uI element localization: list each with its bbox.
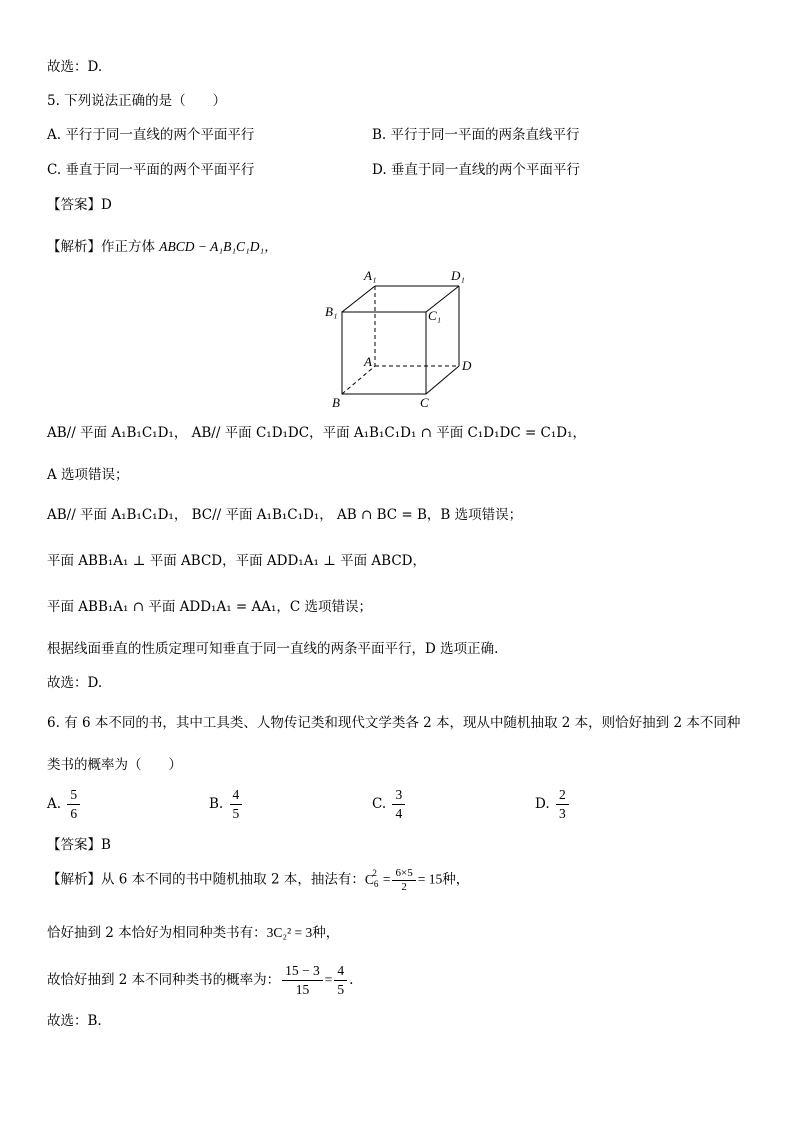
analysis-6-line-3 [47, 962, 353, 999]
label-c: C [420, 395, 429, 410]
option-6d-num: 2 [556, 786, 569, 805]
edge-b1-a1 [342, 286, 375, 312]
option-6d [535, 786, 571, 823]
cube-front-face [342, 312, 426, 394]
option-6c-num: 3 [392, 786, 405, 805]
label-a: A [364, 354, 372, 369]
edge-b-a-hidden [342, 366, 375, 394]
analysis-6-line-1-end: 种， [442, 871, 470, 888]
question-6-stem-2: 类书的概率为（ ） [47, 757, 182, 773]
analysis-6-line-1-text: 【解析】从 6 本不同的书中随机抽取 2 本，抽法有： [47, 871, 365, 888]
option-6b [209, 786, 244, 823]
analysis-6-line-1 [47, 866, 469, 894]
edge-c-d [426, 366, 459, 394]
option-6a-num: 5 [67, 786, 80, 805]
option-6b-den: 5 [232, 806, 240, 821]
analysis-6-line-3-text: 故恰好抽到 2 本不同种类书的概率为： [47, 972, 281, 988]
analysis-6-line-2 [47, 924, 339, 942]
analysis-5-line-3: AB// 平面 A₁B₁C₁D₁， BC// 平面 A₁B₁C₁D₁， AB ∩ BC = B，B 选项错误； [47, 507, 523, 523]
probability-fraction [282, 962, 323, 999]
analysis-5-line-4: 平面 ABB₁A₁ ⊥ 平面 ABCD，平面 ADD₁A₁ ⊥ 平面 ABCD， [47, 553, 427, 569]
combination-num: 6×5 [392, 867, 415, 881]
option-6d-fraction [556, 786, 569, 823]
option-5c: C. 垂直于同一平面的两个平面平行 [47, 162, 255, 178]
analysis-5-line-5: 平面 ABB₁A₁ ∩ 平面 ADD₁A₁ = AA₁，C 选项错误； [47, 599, 373, 615]
cube-name: ABCD − A₁B₁C₁D₁， [159, 239, 278, 254]
analysis-6-conclusion: 故选：B. [47, 1013, 102, 1029]
option-6a-den: 6 [70, 806, 78, 821]
analysis-5-conclusion: 故选：D. [47, 675, 103, 691]
option-6a [47, 786, 82, 823]
option-6a-letter: A. [47, 796, 62, 812]
option-6b-letter: B. [209, 796, 224, 812]
option-6d-letter: D. [535, 796, 550, 812]
option-6b-fraction [230, 786, 243, 823]
analysis-5-line-1: AB// 平面 A₁B₁C₁D₁， AB// 平面 C₁D₁DC，平面 A₁B₁C₁D₁ ∩ 平面 C₁D₁DC = C₁D₁， [47, 425, 587, 441]
analysis-5-line-2: A 选项错误； [47, 467, 129, 483]
cube-diagram [320, 262, 480, 412]
probability-result-den: 5 [337, 982, 345, 997]
text-line: 故选：D. [47, 59, 103, 75]
option-6c-letter: C. [372, 796, 387, 812]
combination-symbol: $C_6^2$ [364, 868, 379, 889]
probability-result-num: 4 [334, 962, 347, 981]
option-5b: B. 平行于同一平面的两条直线平行 [372, 127, 580, 143]
label-b1: B₁ [325, 304, 338, 319]
analysis-5-line-6: 根据线面垂直的性质定理可知垂直于同一直线的两条平面平行，D 选项正确. [47, 641, 499, 657]
option-6c-den: 4 [395, 806, 403, 821]
period: . [349, 972, 354, 988]
option-5d: D. 垂直于同一直线的两个平面平行 [372, 162, 580, 178]
option-6d-den: 3 [558, 806, 566, 821]
label-d: D [462, 358, 472, 373]
probability-result-fraction [334, 962, 347, 999]
combination-result: = 15 [417, 871, 443, 887]
probability-den: 15 [295, 982, 310, 997]
combination-fraction [392, 867, 415, 894]
analysis-5-intro-text: 【解析】作正方体 [47, 239, 160, 255]
question-5-stem: 5. 下列说法正确的是（ ） [47, 93, 227, 109]
label-b: B [332, 395, 340, 410]
same-type-count: 3C₂² = 3 [266, 925, 313, 940]
option-6a-fraction [67, 786, 80, 823]
option-6c [372, 786, 407, 823]
option-5a: A. 平行于同一直线的两个平面平行 [47, 127, 255, 143]
label-a1: A₁ [364, 268, 377, 283]
question-6-stem-1: 6. 有 6 本不同的书，其中工具类、人物传记类和现代文学类各 2 本，现从中随机抽取 2 本，则恰好抽到 2 本不同种 [47, 715, 741, 731]
label-c1: C₁ [428, 308, 442, 323]
analysis-5-intro [47, 238, 278, 256]
analysis-6-line-2-end: 种， [312, 925, 340, 941]
probability-equals: = [324, 972, 333, 987]
label-d1: D₁ [451, 268, 465, 283]
answer-5: 【答案】D [47, 197, 112, 213]
analysis-6-line-2-text: 恰好抽到 2 本恰好为相同种类书有： [47, 925, 267, 941]
answer-6: 【答案】B [47, 837, 111, 853]
option-6c-fraction [392, 786, 405, 823]
equals-sign: = [382, 871, 391, 887]
option-6b-num: 4 [230, 786, 243, 805]
probability-num: 15 − 3 [282, 962, 323, 981]
combination-den: 2 [401, 880, 407, 893]
